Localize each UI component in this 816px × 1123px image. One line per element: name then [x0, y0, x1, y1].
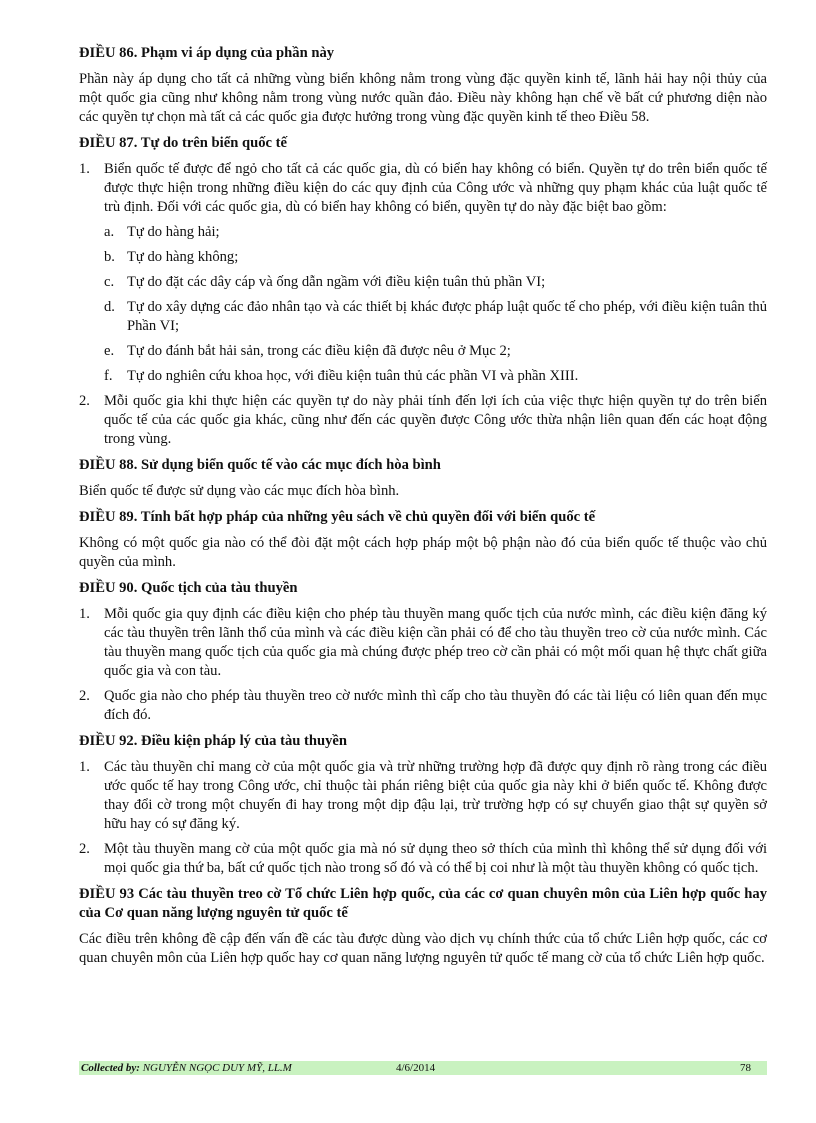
- subitem-letter: a.: [104, 224, 115, 240]
- subitem-letter: d.: [104, 299, 115, 315]
- item-text: Quốc gia nào cho phép tàu thuyền treo cờ nước mình thì cấp cho tàu thuyền đó các tài liệu có liên quan đến mục đích đó.: [104, 688, 767, 723]
- subitem-text: Tự do đặt các dây cáp và ống dẫn ngầm với điều kiện tuân thủ phần VI;: [127, 274, 546, 290]
- article-88-body: Biển quốc tế được sử dụng vào các mục đích hòa bình.: [79, 483, 400, 499]
- article-89-body: Không có một quốc gia nào có thể đòi đặt một cách hợp pháp một bộ phận nào đó của biển quốc tế thuộc vào chủ quyền của mình.: [79, 535, 767, 570]
- item-number: 1.: [79, 606, 90, 622]
- article-87-subitem-b: [79, 248, 767, 267]
- collector-credit: [81, 1061, 292, 1075]
- article-87-subitem-c: [79, 273, 767, 292]
- article-87-subitem-e: [79, 342, 767, 361]
- page-footer: [79, 1061, 767, 1075]
- article-87-subitem-a: [79, 223, 767, 242]
- page-number: 78: [740, 1062, 751, 1074]
- article-87-item-1: [79, 160, 767, 217]
- item-text: Một tàu thuyền mang cờ của một quốc gia mà nó sử dụng theo sở thích của mình thì không thể sử dụng đối với mọi quốc gia thứ ba, bất cứ quốc tịch nào trong số đó và có thể bị coi như là một tàu thuyền không có quốc tịch.: [104, 841, 767, 876]
- article-87-heading: ĐIỀU 87. Tự do trên biển quốc tế: [79, 135, 287, 151]
- subitem-text: Tự do hàng không;: [127, 249, 239, 265]
- article-88-heading: ĐIỀU 88. Sử dụng biển quốc tế vào các mục đích hòa bình: [79, 457, 441, 473]
- article-87-item-2: [79, 392, 767, 449]
- article-87-subitem-f: [79, 367, 767, 386]
- item-text: Mỗi quốc gia quy định các điều kiện cho phép tàu thuyền mang quốc tịch của nước mình, các điều kiện đăng ký các tàu thuyền trên lãnh thổ của mình và các điều kiện cần phải có để cho tàu thuyền treo cờ của nước mình. Các tàu thuyền mang quốc tịch của quốc gia mà chúng được phép treo cờ cần phải có một mối quan hệ thực chất giữa quốc gia và con tàu.: [104, 606, 767, 679]
- document-page: [79, 44, 767, 968]
- item-number: 2.: [79, 841, 90, 857]
- article-89-heading: ĐIỀU 89. Tính bất hợp pháp của những yêu sách về chủ quyền đối với biển quốc tế: [79, 509, 596, 525]
- collector-name: NGUYỄN NGỌC DUY MỸ, LL.M: [142, 1062, 292, 1074]
- article-87-subitem-d: [79, 298, 767, 336]
- item-text: Biển quốc tế được để ngỏ cho tất cả các quốc gia, dù có biển hay không có biển. Quyền tự do trên biển quốc tế được thực hiện trong những điều kiện do các quy định của Công ước và những quy phạm khác của luật quốc tế trù định. Đối với các quốc gia, dù có biển hay không có biển, quyền tự do này đặc biệt bao gồm:: [104, 161, 767, 215]
- subitem-text: Tự do đánh bắt hải sản, trong các điều kiện đã được nêu ở Mục 2;: [127, 343, 511, 359]
- footer-date: 4/6/2014: [396, 1062, 436, 1074]
- article-90-heading: ĐIỀU 90. Quốc tịch của tàu thuyền: [79, 580, 298, 596]
- article-86-heading: ĐIỀU 86. Phạm vi áp dụng của phần này: [79, 45, 335, 61]
- article-92-heading: ĐIỀU 92. Điều kiện pháp lý của tàu thuyền: [79, 733, 348, 749]
- article-90-item-2: [79, 687, 767, 725]
- subitem-text: Tự do xây dựng các đảo nhân tạo và các thiết bị khác được pháp luật quốc tế cho phép, với điều kiện tuân thủ Phần VI;: [127, 299, 767, 334]
- subitem-letter: b.: [104, 249, 115, 265]
- subitem-letter: f.: [104, 368, 113, 384]
- subitem-text: Tự do nghiên cứu khoa học, với điều kiện tuân thủ các phần VI và phần XIII.: [127, 368, 579, 384]
- subitem-letter: e.: [104, 343, 115, 359]
- subitem-text: Tự do hàng hải;: [127, 224, 220, 240]
- article-93-body: Các điều trên không đề cập đến vấn đề các tàu được dùng vào dịch vụ chính thức của tổ chức Liên hợp quốc, các cơ quan chuyên môn của Liên hợp quốc hay cơ quan năng lượng nguyên tử quốc tế mang cờ của tổ chức Liên hợp quốc.: [79, 931, 767, 966]
- article-93-heading: ĐIỀU 93 Các tàu thuyền treo cờ Tổ chức Liên hợp quốc, của các cơ quan chuyên môn của Liên hợp quốc hay của Cơ quan năng lượng nguyên tử quốc tế: [79, 886, 767, 921]
- article-90-item-1: [79, 605, 767, 681]
- item-number: 1.: [79, 161, 90, 177]
- item-text: Các tàu thuyền chỉ mang cờ của một quốc gia và trừ những trường hợp đã được quy định rõ ràng trong các điều ước quốc tế hay trong Công ước, chỉ thuộc tài phán riêng biệt của quốc gia này khi ở biển quốc tế. Không được thay đổi cờ trong một chuyến đi hay trong một dịp đậu lại, trừ trường hợp có sự chuyển giao thật sự quyền sở hữu hay có sự đăng ký.: [104, 759, 767, 832]
- item-text: Mỗi quốc gia khi thực hiện các quyền tự do này phải tính đến lợi ích của việc thực hiện quyền tự do trên biển quốc tế của các quốc gia khác, cũng như đến các quyền được Công ước thừa nhận liên quan đến các hoạt động trong vùng.: [104, 393, 767, 447]
- item-number: 1.: [79, 759, 90, 775]
- item-number: 2.: [79, 393, 90, 409]
- collected-by-label: Collected by:: [81, 1062, 140, 1074]
- subitem-letter: c.: [104, 274, 115, 290]
- article-86-body: Phần này áp dụng cho tất cả những vùng biển không nằm trong vùng đặc quyền kinh tế, lãnh hải hay nội thủy của một quốc gia cũng như không nằm trong vùng nước quần đảo. Điều này không hạn chế về bất cứ phương diện nào các quyền tự chọn mà tất cả các quốc gia được hưởng trong vùng đặc quyền kinh tế theo Điều 58.: [79, 71, 767, 125]
- article-92-item-2: [79, 840, 767, 878]
- item-number: 2.: [79, 688, 90, 704]
- article-92-item-1: [79, 758, 767, 834]
